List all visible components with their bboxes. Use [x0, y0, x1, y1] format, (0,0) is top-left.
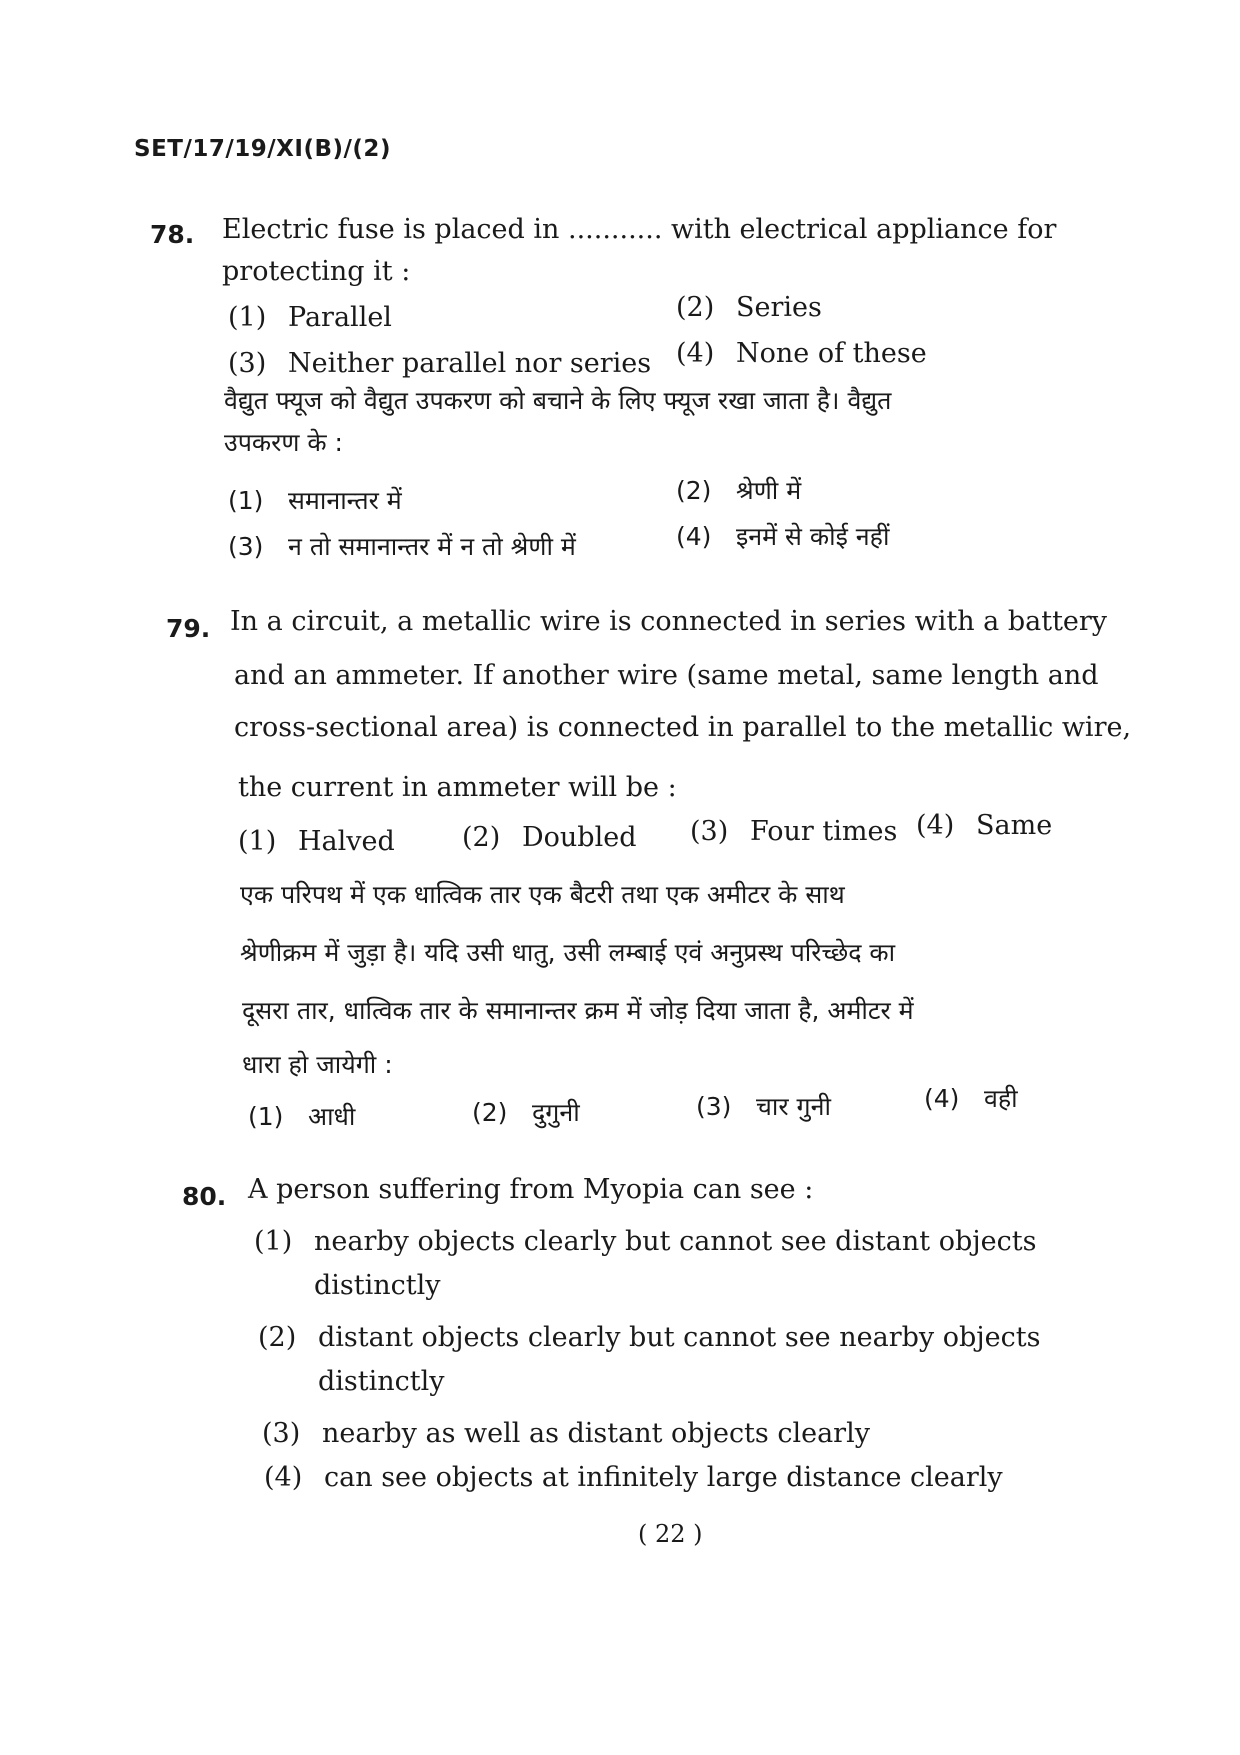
- hindi-option-3: [228, 528, 576, 566]
- option-text: distant objects clearly but cannot see nearby objects: [318, 1322, 1041, 1353]
- option-number: (1): [228, 302, 267, 333]
- option-1: [254, 1222, 1036, 1263]
- option-text: Four times: [750, 816, 898, 847]
- option-1-continuation: distinctly: [314, 1270, 441, 1301]
- option-text: nearby as well as distant objects clearly: [322, 1418, 870, 1449]
- question-text-line: cross-sectional area) is connected in parallel to the metallic wire,: [234, 712, 1132, 743]
- hindi-option-2: [472, 1094, 580, 1132]
- hindi-question-line: धारा हो जायेगी :: [242, 1050, 393, 1079]
- option-text: वही: [984, 1084, 1018, 1113]
- option-1: [228, 298, 392, 339]
- option-number: (2): [676, 292, 715, 323]
- option-3: [228, 344, 651, 385]
- question-text-line: A person suffering from Myopia can see :: [248, 1174, 814, 1205]
- option-3: [690, 812, 897, 853]
- question-text-line: In a circuit, a metallic wire is connected in series with a battery: [230, 606, 1108, 637]
- option-number: (4): [676, 522, 712, 551]
- option-2-continuation: distinctly: [318, 1366, 445, 1397]
- paper-code: SET/17/19/XI(B)/(2): [134, 136, 391, 162]
- hindi-question-line: श्रेणीक्रम में जुड़ा है। यदि उसी धातु, उसी लम्बाई एवं अनुप्रस्थ परिच्छेद का: [240, 938, 896, 967]
- question-text-line: protecting it :: [222, 256, 411, 287]
- hindi-option-1: [248, 1098, 355, 1136]
- page-number: ( 22 ): [638, 1520, 703, 1548]
- hindi-option-1: [228, 482, 402, 520]
- hindi-option-4: [924, 1080, 1018, 1118]
- option-2: [258, 1318, 1040, 1359]
- question-text-line: the current in ammeter will be :: [238, 772, 677, 803]
- option-number: (3): [228, 348, 267, 379]
- hindi-question-line: वैद्युत फ्यूज को वैद्युत उपकरण को बचाने के लिए फ्यूज रखा जाता है। वैद्युत: [224, 386, 892, 415]
- option-text: Neither parallel nor series: [288, 348, 652, 379]
- option-number: (1): [228, 486, 264, 515]
- hindi-option-3: [696, 1088, 831, 1126]
- option-4: [264, 1458, 1003, 1499]
- option-number: (2): [462, 822, 501, 853]
- option-text: Same: [976, 810, 1053, 841]
- option-number: (3): [262, 1418, 301, 1449]
- option-text: Series: [736, 292, 822, 323]
- option-4: [916, 806, 1052, 847]
- hindi-option-2: [676, 472, 801, 510]
- option-number: (2): [258, 1322, 297, 1353]
- option-text: Halved: [298, 826, 395, 857]
- option-number: (2): [472, 1098, 508, 1127]
- option-1: [238, 822, 395, 863]
- option-number: (1): [238, 826, 277, 857]
- hindi-question-line: उपकरण के :: [224, 428, 343, 457]
- option-2: [462, 818, 636, 859]
- option-text: Doubled: [522, 822, 637, 853]
- option-text: can see objects at infinitely large distance clearly: [324, 1462, 1003, 1493]
- option-number: (3): [228, 532, 264, 561]
- question-number: 79.: [166, 614, 211, 643]
- option-2: [676, 288, 822, 329]
- option-number: (3): [696, 1092, 732, 1121]
- option-number: (1): [254, 1226, 293, 1257]
- option-text: Parallel: [288, 302, 392, 333]
- option-number: (4): [264, 1462, 303, 1493]
- hindi-option-4: [676, 518, 889, 556]
- option-number: (2): [676, 476, 712, 505]
- option-text: इनमें से कोई नहीं: [736, 522, 890, 551]
- question-text-line: Electric fuse is placed in ........... with electrical appliance for: [222, 214, 1057, 245]
- option-text: चार गुनी: [756, 1092, 831, 1121]
- option-text: आधी: [308, 1102, 356, 1131]
- hindi-question-line: एक परिपथ में एक धात्विक तार एक बैटरी तथा एक अमीटर के साथ: [240, 880, 845, 909]
- option-number: (4): [916, 810, 955, 841]
- option-number: (4): [676, 338, 715, 369]
- question-number: 78.: [150, 220, 195, 249]
- option-number: (1): [248, 1102, 284, 1131]
- option-text: दुगुनी: [532, 1098, 580, 1127]
- option-3: [262, 1414, 870, 1455]
- option-4: [676, 334, 927, 375]
- option-text: None of these: [736, 338, 927, 369]
- option-number: (3): [690, 816, 729, 847]
- hindi-question-line: दूसरा तार, धात्विक तार के समानान्तर क्रम में जोड़ दिया जाता है, अमीटर में: [242, 996, 914, 1025]
- option-text: श्रेणी में: [736, 476, 802, 505]
- option-text: समानान्तर में: [288, 486, 402, 515]
- question-text-line: and an ammeter. If another wire (same metal, same length and: [234, 660, 1099, 691]
- option-text: nearby objects clearly but cannot see distant objects: [314, 1226, 1037, 1257]
- option-text: न तो समानान्तर में न तो श्रेणी में: [288, 532, 576, 561]
- option-number: (4): [924, 1084, 960, 1113]
- question-number: 80.: [182, 1182, 227, 1211]
